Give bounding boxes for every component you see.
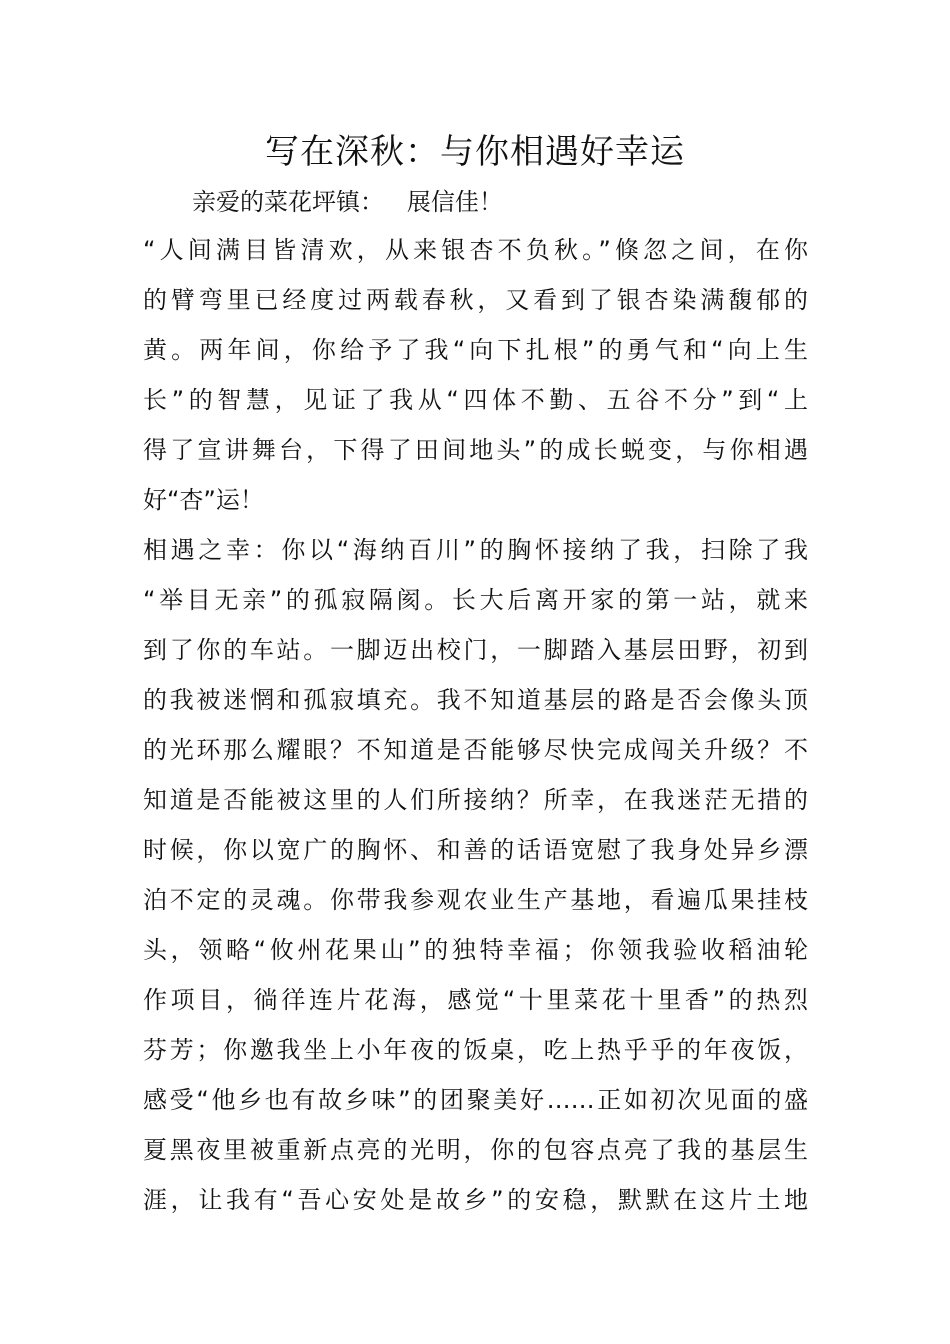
paragraph-line: 相遇之幸：你以“海纳百川”的胸怀接纳了我，扫除了我 — [143, 536, 808, 564]
paragraph-line: 作项目，徜徉连片花海，感觉“十里菜花十里香”的热烈 — [143, 986, 808, 1014]
paragraph-line: “举目无亲”的孤寂隔阂。长大后离开家的第一站，就来 — [143, 586, 808, 614]
paragraph-line: 感受“他乡也有故乡味”的团聚美好……正如初次见面的盛 — [143, 1086, 808, 1114]
paragraph-line: 泊不定的灵魂。你带我参观农业生产基地，看遍瓜果挂枝 — [143, 886, 808, 914]
paragraph-line: 到了你的车站。一脚迈出校门，一脚踏入基层田野，初到 — [143, 636, 808, 664]
paragraph-line: 黄。两年间，你给予了我“向下扎根”的勇气和“向上生 — [143, 336, 808, 364]
paragraph-line: “人间满目皆清欢，从来银杏不负秋。”倏忽之间，在你 — [143, 236, 808, 264]
paragraph-line: 的我被迷惘和孤寂填充。我不知道基层的路是否会像头顶 — [143, 686, 808, 714]
paragraph-line: 夏黑夜里被重新点亮的光明，你的包容点亮了我的基层生 — [143, 1136, 808, 1164]
paragraph-line: 的臂弯里已经度过两载春秋，又看到了银杏染满馥郁的 — [143, 286, 808, 314]
paragraph-line: 好“杏”运！ — [143, 486, 264, 514]
paragraph-line: 时候，你以宽广的胸怀、和善的话语宽慰了我身处异乡漂 — [143, 836, 808, 864]
salutation: 亲爱的菜花坪镇： 展信佳！ — [192, 188, 503, 216]
page-title: 写在深秋：与你相遇好幸运 — [265, 132, 685, 172]
paragraph-line: 长”的智慧，见证了我从“四体不勤、五谷不分”到“上 — [143, 386, 808, 414]
paragraph-line: 涯，让我有“吾心安处是故乡”的安稳，默默在这片土地 — [143, 1186, 808, 1214]
paragraph-line: 头，领略“攸州花果山”的独特幸福；你领我验收稻油轮 — [143, 936, 808, 964]
paragraph-line: 知道是否能被这里的人们所接纳？所幸，在我迷茫无措的 — [143, 786, 808, 814]
paragraph-line: 得了宣讲舞台，下得了田间地头”的成长蜕变，与你相遇 — [143, 436, 808, 464]
paragraph-line: 芬芳；你邀我坐上小年夜的饭桌，吃上热乎乎的年夜饭， — [143, 1036, 808, 1064]
paragraph-line: 的光环那么耀眼？不知道是否能够尽快完成闯关升级？不 — [143, 736, 808, 764]
